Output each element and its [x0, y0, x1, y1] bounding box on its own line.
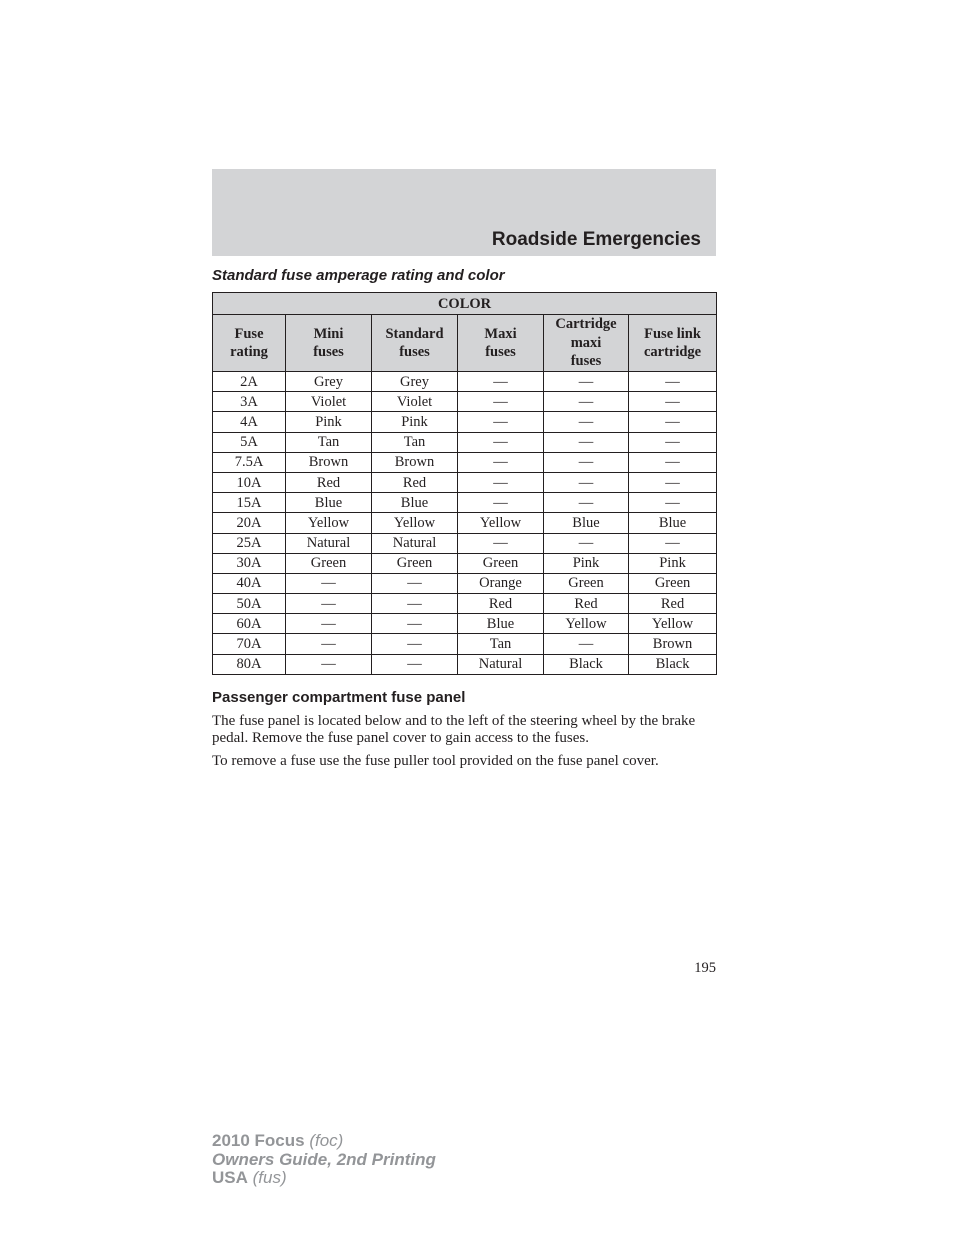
table-cell: — [458, 533, 544, 553]
table-cell: — [372, 634, 458, 654]
table-cell: Green [286, 553, 372, 573]
table-cell: 4A [213, 412, 286, 432]
table-cell: 30A [213, 553, 286, 573]
table-cell: — [286, 614, 372, 634]
column-header-line: rating [230, 344, 268, 360]
table-row [213, 573, 717, 593]
table-cell: 2A [213, 372, 286, 392]
table-cell: — [372, 594, 458, 614]
table-cell: Yellow [629, 614, 717, 634]
table-cell: Red [544, 594, 629, 614]
table-row [213, 392, 717, 412]
table-cell: — [629, 372, 717, 392]
table-cell: — [544, 412, 629, 432]
column-header [213, 315, 286, 372]
table-cell: Pink [286, 412, 372, 432]
table-row [213, 553, 717, 573]
table-cell: — [629, 392, 717, 412]
table-cell: Tan [458, 634, 544, 654]
table-row [213, 472, 717, 492]
table-cell: Red [372, 472, 458, 492]
section-title: Roadside Emergencies [491, 229, 701, 250]
table-cell: Yellow [372, 513, 458, 533]
footer-line-3: USA (fus) [212, 1168, 287, 1187]
table-cell: 70A [213, 634, 286, 654]
table-cell: Natural [286, 533, 372, 553]
table-cell: Natural [458, 654, 544, 674]
table-cell: Red [286, 472, 372, 492]
table-cell: — [372, 614, 458, 634]
table-cell: 50A [213, 594, 286, 614]
table-cell: 25A [213, 533, 286, 553]
table-cell: — [544, 472, 629, 492]
table-body [213, 372, 717, 675]
table-row [213, 533, 717, 553]
table-cell: Brown [372, 452, 458, 472]
passenger-panel-heading: Passenger compartment fuse panel [212, 689, 466, 706]
column-header-line: Maxi [484, 325, 517, 342]
table-cell: Natural [372, 533, 458, 553]
table-cell: — [458, 452, 544, 472]
table-cell: Red [458, 594, 544, 614]
table-cell: Green [629, 573, 717, 593]
table-cell: Tan [286, 432, 372, 452]
table-cell: Black [629, 654, 717, 674]
column-header [286, 315, 372, 372]
table-cell: — [544, 392, 629, 412]
table-row [213, 432, 717, 452]
table-cell: Violet [372, 392, 458, 412]
column-header-line: Fuse link [644, 325, 701, 342]
column-header-line: fuses [485, 344, 516, 360]
column-header-line: maxi [570, 334, 602, 351]
table-cell: — [458, 372, 544, 392]
table-cell: Pink [629, 553, 717, 573]
table-cell: — [629, 493, 717, 513]
table-cell: 5A [213, 432, 286, 452]
table-row [213, 412, 717, 432]
table-cell: — [629, 472, 717, 492]
table-cell: 80A [213, 654, 286, 674]
paragraph-location: The fuse panel is located below and to the left of the steering wheel by the brake pedal. Remove the fuse panel cover to gain access to the fuses. [212, 713, 696, 746]
table-cell: — [286, 594, 372, 614]
footer-line-1: 2010 Focus (foc) [212, 1131, 344, 1150]
table-cell: Blue [458, 614, 544, 634]
table-cell: 20A [213, 513, 286, 533]
table-cell: Black [544, 654, 629, 674]
table-cell: 40A [213, 573, 286, 593]
table-row [213, 614, 717, 634]
table-cell: — [629, 533, 717, 553]
table-cell: — [544, 533, 629, 553]
table-cell: — [458, 493, 544, 513]
table-row [213, 372, 717, 392]
column-header-row [213, 315, 717, 372]
table-cell: — [629, 432, 717, 452]
column-header [544, 315, 629, 372]
column-header-line: fuses [313, 344, 344, 360]
table-cell: Orange [458, 573, 544, 593]
table-cell: — [544, 634, 629, 654]
column-header-line: cartridge [643, 344, 702, 360]
table-cell: Yellow [286, 513, 372, 533]
table-cell: — [544, 372, 629, 392]
table-cell: Green [458, 553, 544, 573]
table-cell: Yellow [544, 614, 629, 634]
paragraph-removal: To remove a fuse use the fuse puller tool provided on the fuse panel cover. [212, 753, 659, 769]
table-cell: 60A [213, 614, 286, 634]
table-cell: — [458, 392, 544, 412]
table-cell: Yellow [458, 513, 544, 533]
table-cell: — [286, 654, 372, 674]
column-header-line: Standard [385, 325, 444, 342]
table-cell: — [372, 654, 458, 674]
column-header-line: fuses [399, 344, 430, 360]
table-cell: Violet [286, 392, 372, 412]
table-cell: Green [544, 573, 629, 593]
table-cell: 15A [213, 493, 286, 513]
table-cell: — [286, 634, 372, 654]
page-number: 195 [694, 960, 716, 976]
table-cell: Brown [629, 634, 717, 654]
table-row [213, 634, 717, 654]
table-cell: — [544, 493, 629, 513]
table-cell: Grey [372, 372, 458, 392]
column-header [372, 315, 458, 372]
table-cell: — [458, 412, 544, 432]
table-cell: 3A [213, 392, 286, 412]
table-cell: Tan [372, 432, 458, 452]
column-header-line: fuses [570, 353, 602, 370]
column-header [629, 315, 717, 372]
fuse-color-table [212, 292, 717, 675]
color-group-header: COLOR [213, 293, 717, 315]
table-cell: — [458, 432, 544, 452]
table-row [213, 513, 717, 533]
column-header-line: Fuse [234, 325, 264, 342]
footer-print-info [212, 1132, 436, 1188]
column-header-line: Cartridge [555, 316, 617, 333]
footer-line-2: Owners Guide, 2nd Printing [212, 1149, 436, 1169]
table-cell: — [286, 573, 372, 593]
table-cell: — [458, 472, 544, 492]
table-cell: Brown [286, 452, 372, 472]
table-cell: Blue [629, 513, 717, 533]
table-cell: — [629, 412, 717, 432]
table-cell: — [544, 452, 629, 472]
table-row [213, 594, 717, 614]
table-cell: Pink [544, 553, 629, 573]
table-cell: Blue [286, 493, 372, 513]
table-cell: Pink [372, 412, 458, 432]
table-row [213, 452, 717, 472]
table-row [213, 493, 717, 513]
column-header [458, 315, 544, 372]
table-cell: Blue [544, 513, 629, 533]
table-heading: Standard fuse amperage rating and color [212, 267, 505, 284]
table-cell: 10A [213, 472, 286, 492]
table-cell: — [629, 452, 717, 472]
column-header-line: Mini [313, 325, 344, 342]
table-cell: Red [629, 594, 717, 614]
table-cell: — [544, 432, 629, 452]
table-cell: — [372, 573, 458, 593]
table-cell: Blue [372, 493, 458, 513]
table-row [213, 654, 717, 674]
table-cell: Grey [286, 372, 372, 392]
header-band [212, 169, 716, 256]
table-cell: 7.5A [213, 452, 286, 472]
table-cell: Green [372, 553, 458, 573]
